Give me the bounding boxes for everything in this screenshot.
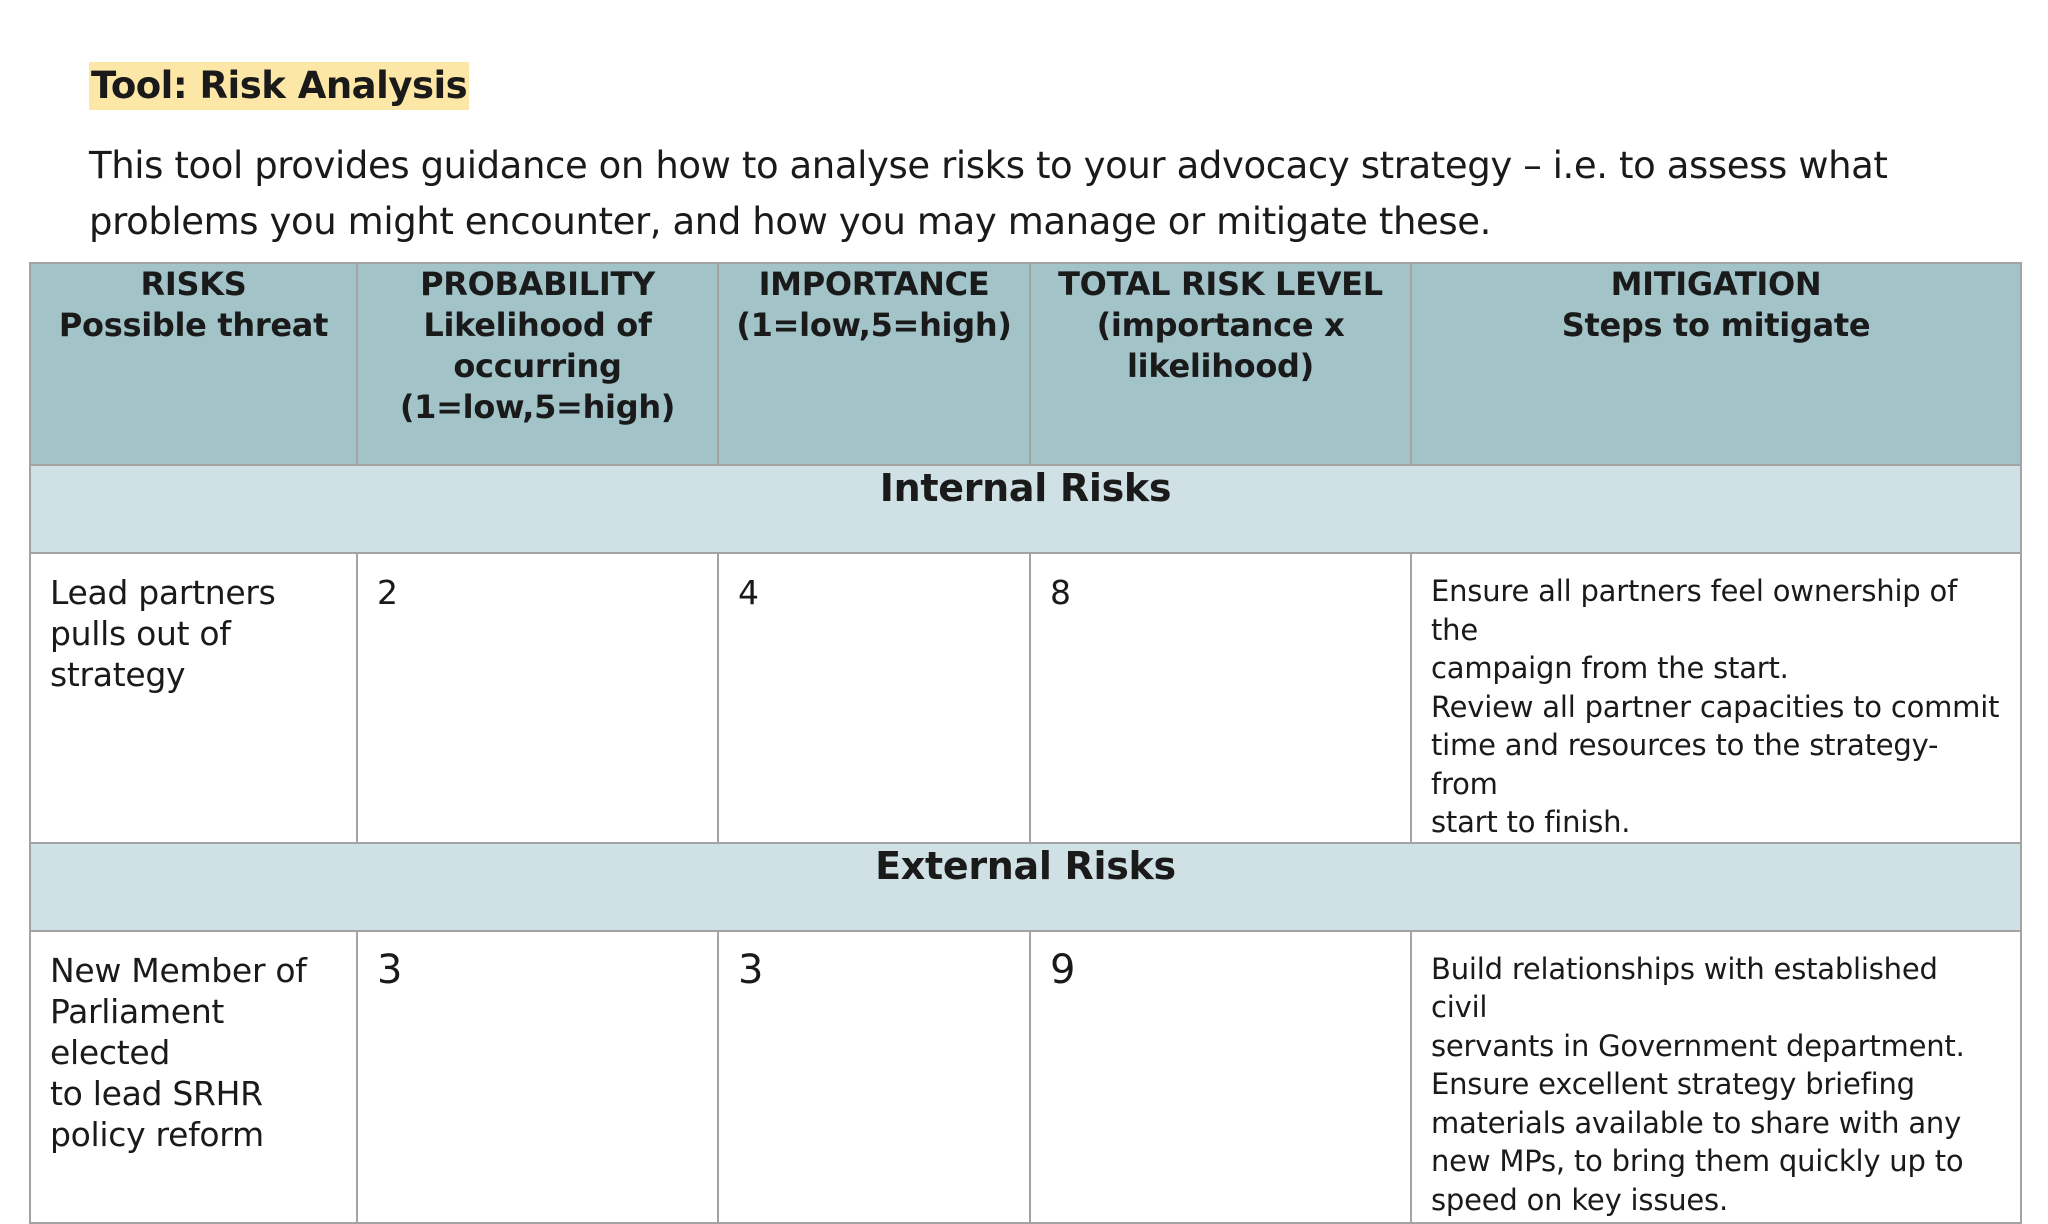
document-title: Tool: Risk Analysis — [89, 62, 469, 110]
section-label-external: External Risks — [30, 843, 2021, 931]
total-risk-cell: 8 — [1030, 553, 1411, 843]
header-probability: PROBABILITY Likelihood of occurring (1=low,5=high) — [357, 263, 718, 465]
mitigation-cell: Build relationships with established civil servants in Government department. Ensure excellent strategy briefing materials available to share with any new MPs, to bring them quickly up to speed on key issues. — [1411, 931, 2021, 1223]
total-risk-cell: 9 — [1030, 931, 1411, 1223]
probability-cell: 3 — [357, 931, 718, 1223]
header-row — [30, 263, 2021, 465]
header-importance: IMPORTANCE (1=low,5=high) — [718, 263, 1030, 465]
section-row-internal — [30, 465, 2021, 553]
probability-cell: 2 — [357, 553, 718, 843]
mitigation-cell: Ensure all partners feel ownership of the campaign from the start. Review all partner capacities to commit time and resources to the strategy- from start to finish. — [1411, 553, 2021, 843]
table-row — [30, 553, 2021, 843]
intro-paragraph: This tool provides guidance on how to analyse risks to your advocacy strategy – i.e. to assess what problems you might encounter, and how you may manage or mitigate these. — [89, 144, 1888, 243]
risk-cell: Lead partners pulls out of strategy — [30, 553, 357, 843]
importance-cell: 4 — [718, 553, 1030, 843]
section-label-internal: Internal Risks — [30, 465, 2021, 553]
header-mitigation: MITIGATION Steps to mitigate — [1411, 263, 2021, 465]
table-row — [30, 931, 2021, 1223]
section-row-external — [30, 843, 2021, 931]
header-risks: RISKS Possible threat — [30, 263, 357, 465]
risk-analysis-table — [29, 262, 2022, 1224]
importance-cell: 3 — [718, 931, 1030, 1223]
header-total-risk-level: TOTAL RISK LEVEL (importance x likelihood) — [1030, 263, 1411, 465]
risk-cell: New Member of Parliament elected to lead SRHR policy reform — [30, 931, 357, 1223]
